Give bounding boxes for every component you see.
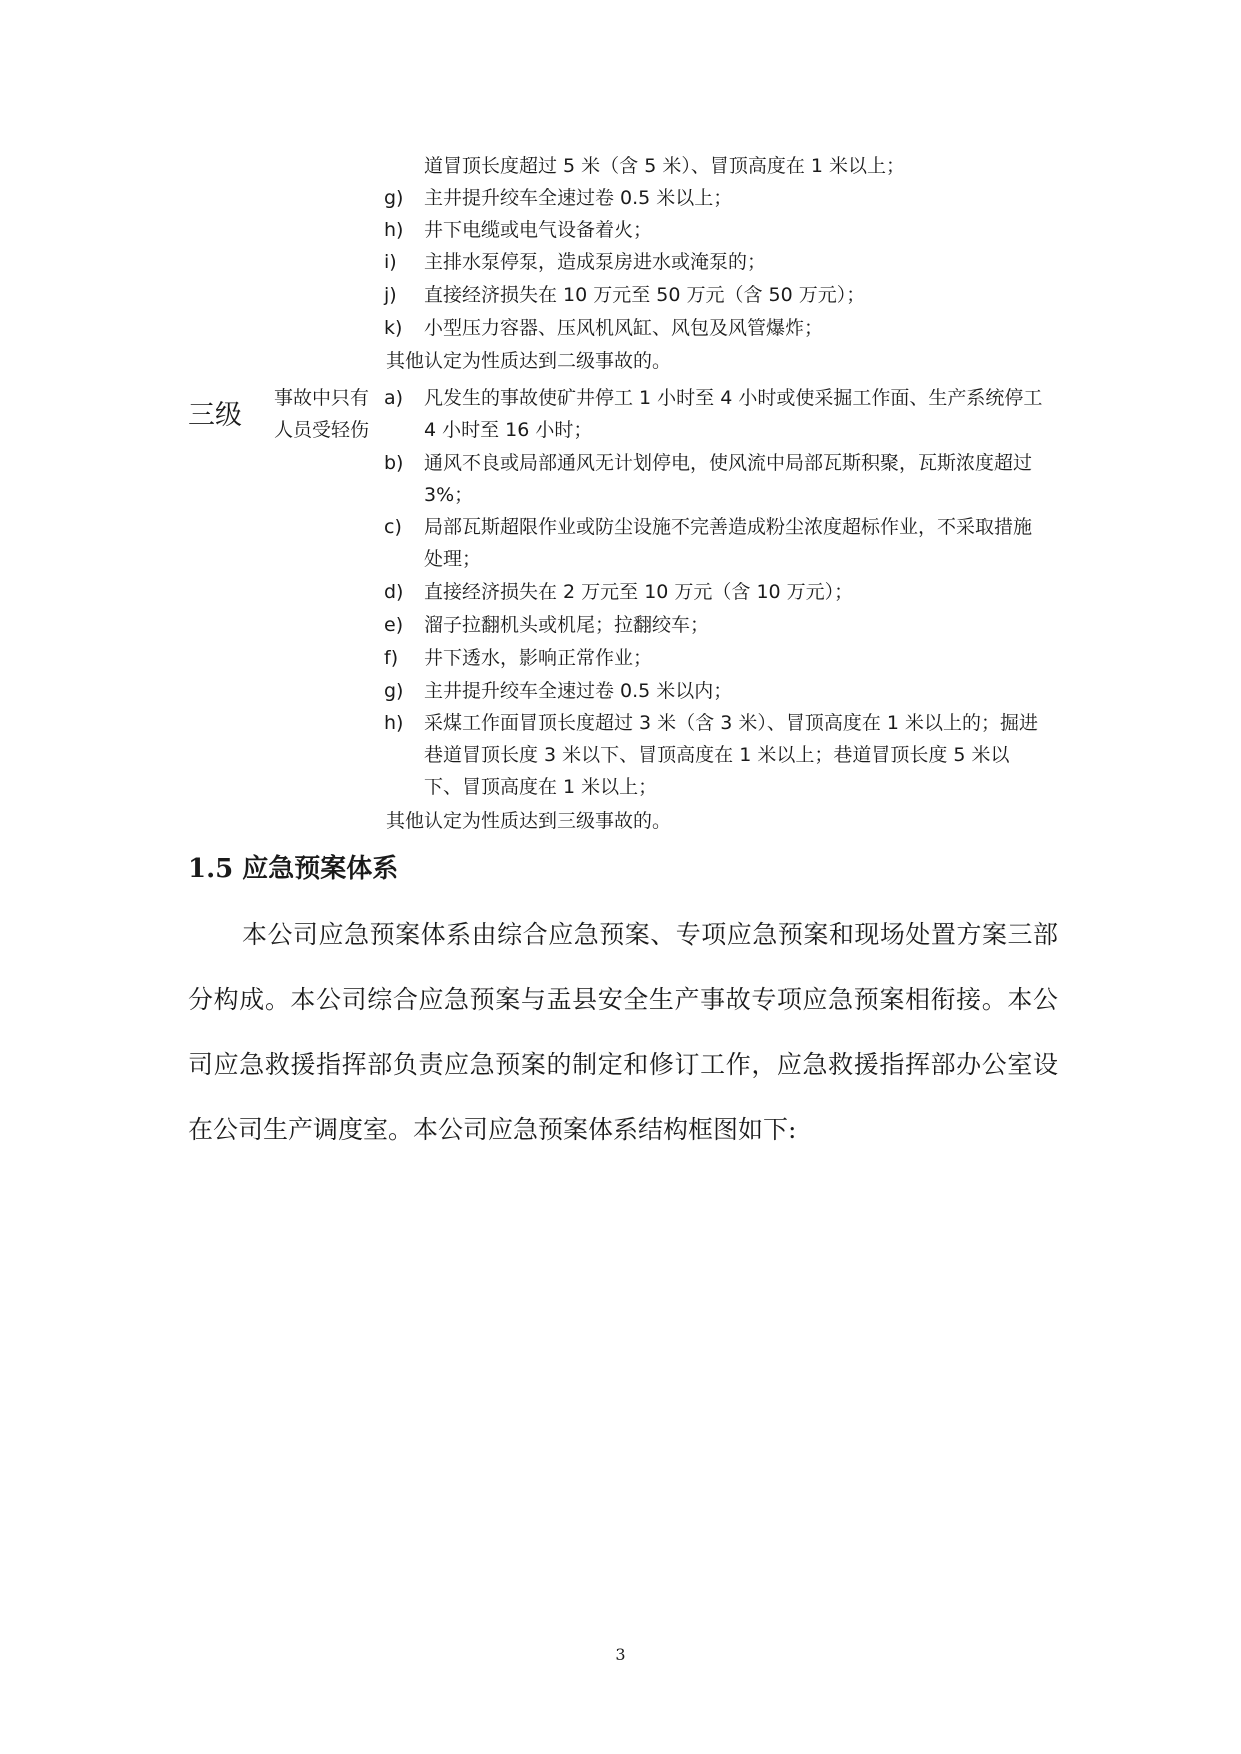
item-text: 采煤工作面冒顶长度超过 3 米（含 3 米）、冒顶高度在 1 米以上的；掘进巷道冒顶长度 3 米以下、冒顶高度在 1 米以上；巷道冒顶长度 5 米以下、冒顶高度在 1 米以上； (424, 712, 1039, 798)
item-text: 直接经济损失在 10 万元至 50 万元（含 50 万元）； (424, 284, 866, 306)
list-item (384, 246, 1044, 278)
item-letter: h) (384, 712, 404, 734)
item-text: 小型压力容器、压风机风缸、风包及风管爆炸； (424, 317, 824, 339)
item-letter: d) (384, 581, 404, 603)
item-letter: k) (384, 317, 403, 339)
item-letter: a) (384, 387, 404, 409)
item-letter: b) (384, 452, 404, 474)
item-text: 主井提升绞车全速过卷 0.5 米以内； (424, 680, 733, 702)
list-item (384, 511, 1044, 575)
item-letter: e) (384, 614, 404, 636)
section-heading: 1.5 应急预案体系 (188, 854, 399, 884)
item-letter: g) (384, 680, 404, 702)
item-text: 溜子拉翻机头或机尾；拉翻绞车； (424, 614, 710, 636)
other-note: 其他认定为性质达到三级事故的。 (386, 810, 672, 832)
list-item (384, 675, 1044, 707)
item-text: 井下透水，影响正常作业； (424, 647, 653, 669)
item-text: 局部瓦斯超限作业或防尘设施不完善造成粉尘浓度超标作业，不采取措施处理； (424, 516, 1033, 570)
item-letter: j) (384, 284, 397, 306)
list-item (384, 609, 1044, 641)
list-item (384, 182, 1044, 214)
continued-line: 道冒顶长度超过 5 米（含 5 米）、冒顶高度在 1 米以上； (424, 155, 906, 177)
item-text: 井下电缆或电气设备着火； (424, 219, 653, 241)
item-letter: i) (384, 251, 397, 273)
level-description: 事故中只有人员受轻伤 (274, 387, 370, 441)
item-text: 直接经济损失在 2 万元至 10 万元（含 10 万元）； (424, 581, 854, 603)
item-letter: c) (384, 516, 402, 538)
list-item (384, 312, 1044, 344)
level-label: 三级 (188, 400, 242, 431)
list-item (384, 279, 1044, 311)
list-item (384, 447, 1044, 511)
list-item (384, 707, 1044, 803)
item-letter: h) (384, 219, 404, 241)
list-item (384, 642, 1044, 674)
other-note: 其他认定为性质达到二级事故的。 (386, 350, 672, 372)
list-item (384, 576, 1044, 608)
item-letter: g) (384, 187, 404, 209)
item-text: 主排水泵停泵，造成泵房进水或淹泵的； (424, 251, 767, 273)
item-text: 凡发生的事故使矿井停工 1 小时至 4 小时或使采掘工作面、生产系统停工 4 小时至 16 小时； (424, 387, 1043, 441)
body-paragraph: 本公司应急预案体系由综合应急预案、专项应急预案和现场处置方案三部分构成。本公司综合应急预案与盂县安全生产事故专项应急预案相衔接。本公司应急救援指挥部负责应急预案的制定和修订工作，应急救援指挥部办公室设在公司生产调度室。本公司应急预案体系结构框图如下: (188, 920, 1058, 1144)
item-letter: f) (384, 647, 399, 669)
list-item (384, 382, 1044, 446)
page-number: 3 (615, 1645, 626, 1664)
list-item (384, 214, 1044, 246)
item-text: 主井提升绞车全速过卷 0.5 米以上； (424, 187, 733, 209)
item-text: 通风不良或局部通风无计划停电，使风流中局部瓦斯积聚，瓦斯浓度超过 3%； (424, 452, 1033, 506)
